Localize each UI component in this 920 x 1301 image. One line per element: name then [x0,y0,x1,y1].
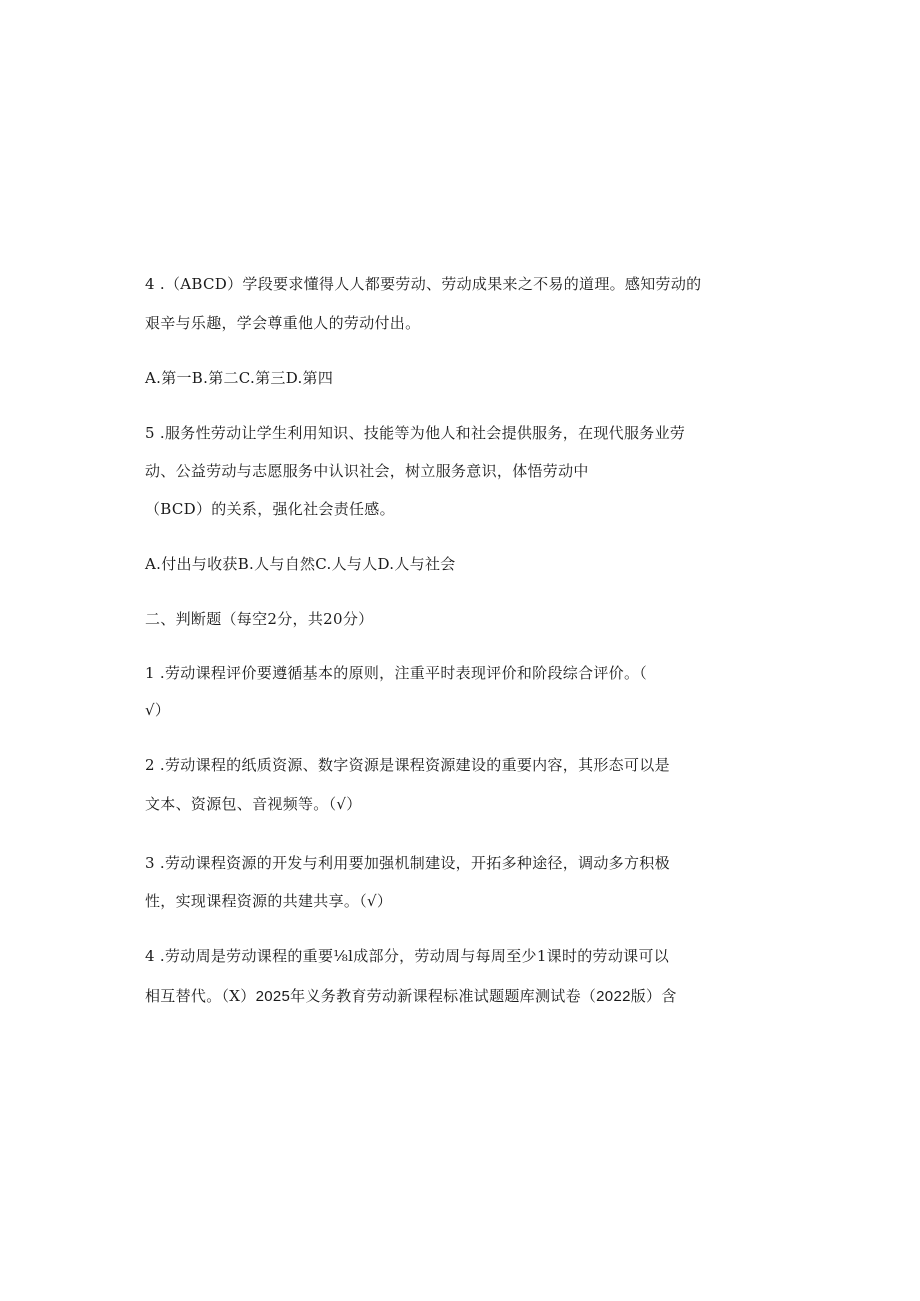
tf4-line-2-text: 相互替代。（X） [145,987,256,1005]
q5-options: A.付出与收获B.人与自然C.人与人D.人与社会 [145,555,456,573]
tf4-line-2 [145,986,677,1007]
section-heading-true-false: 二、判断题（每空2分，共20分） [145,610,374,628]
tf2-line-1: 2 .劳动课程的纸质资源、数字资源是课程资源建设的重要内容，其形态可以是 [145,756,670,774]
q4-line-1: 4 .（ABCD）学段要求懂得人人都要劳动、劳动成果来之不易的道理。感知劳动的 [145,275,702,293]
q4-line-2: 艰辛与乐趣，学会尊重他人的劳动付出。 [145,314,421,332]
tf3-line-1: 3 .劳动课程资源的开发与利用要加强机制建设，开拓多种途径，调动多方积极 [145,854,670,872]
document-title-text: 2025年义务教育劳动新课程标准试题题库测试卷（2022版）含 [255,988,677,1005]
tf1-line-1: 1 .劳动课程评价要遵循基本的原则，注重平时表现评价和阶段综合评价。（ [145,664,648,682]
tf3-line-2: 性，实现课程资源的共建共享。（√） [145,892,393,910]
q5-line-3: （BCD）的关系，强化社会责任感。 [145,500,395,518]
tf1-line-2: √） [145,701,171,719]
tf4-line-1: 4 .劳动周是劳动课程的重要⅛l成部分，劳动周与每周至少1课时的劳动课可以 [145,947,670,965]
q5-line-1: 5 .服务性劳动让学生利用知识、技能等为他人和社会提供服务，在现代服务业劳 [145,424,686,442]
q4-options: A.第一B.第二C.第三D.第四 [145,369,334,387]
q5-line-2: 动、公益劳动与志愿服务中认识社会，树立服务意识，体悟劳动中 [145,462,589,480]
tf2-line-2: 文本、资源包、音视频等。（√） [145,795,362,813]
